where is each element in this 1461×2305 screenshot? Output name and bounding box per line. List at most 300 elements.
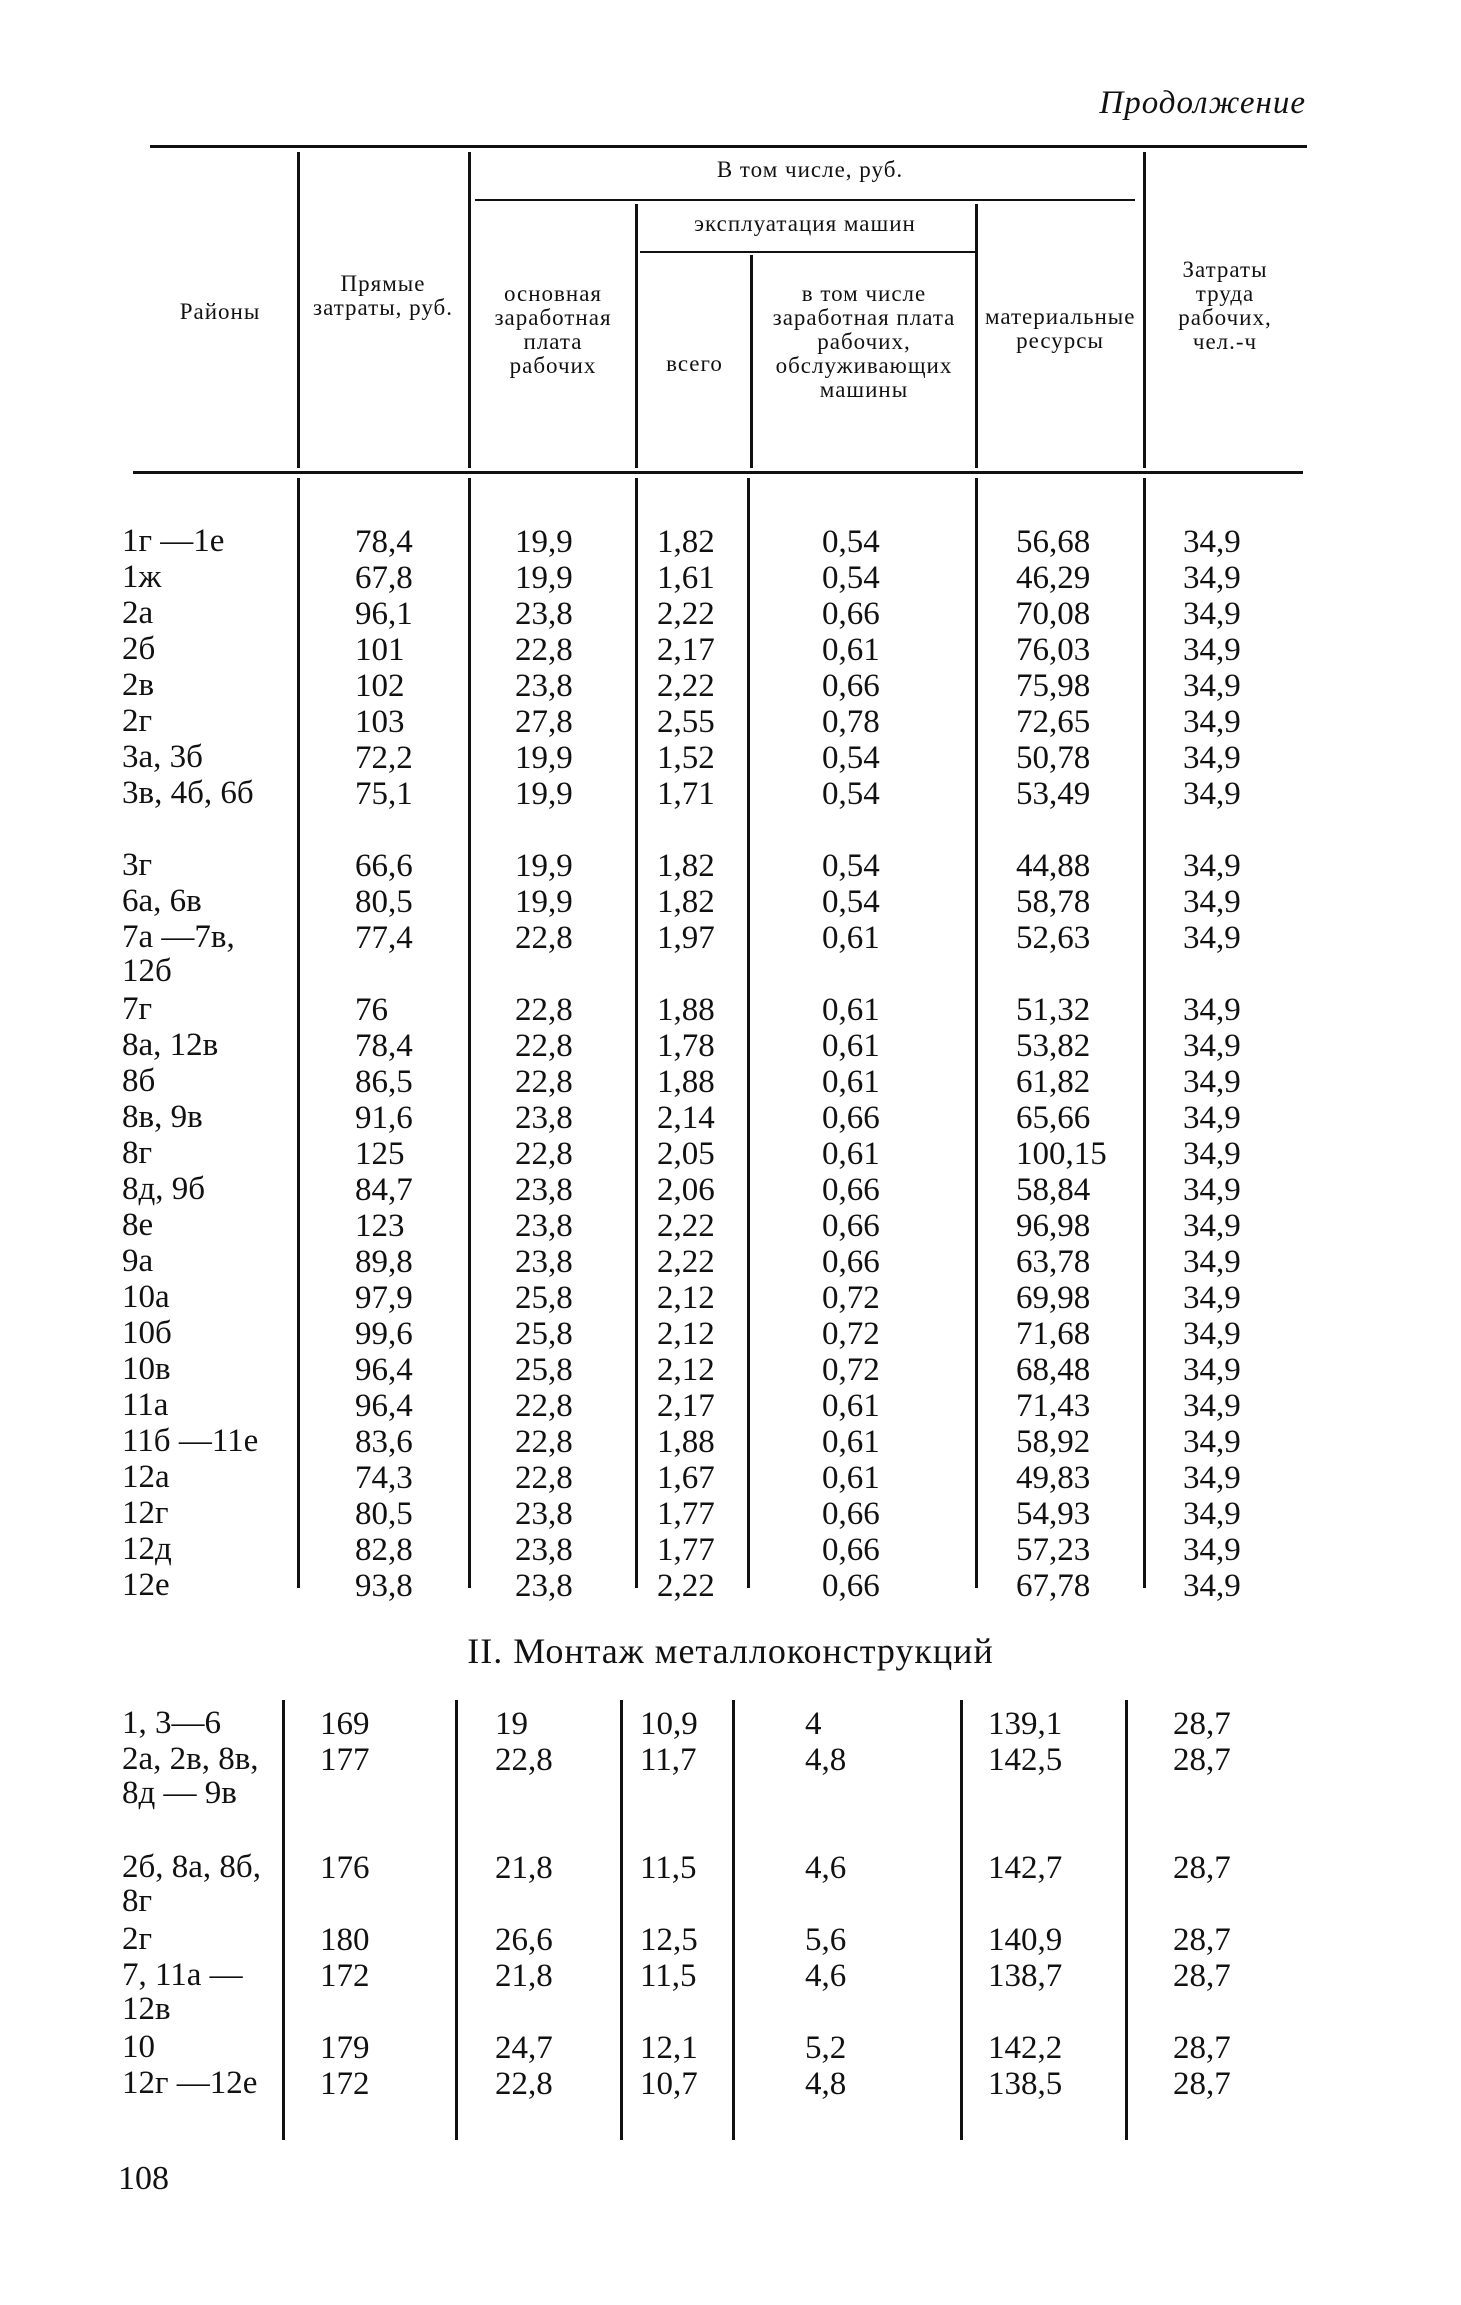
- cell-machine-wages: 0,66: [822, 596, 880, 632]
- cell-base-wages: 19,9: [515, 884, 573, 920]
- cell-machine-total: 1,97: [657, 920, 715, 956]
- cell-labor: 34,9: [1183, 1244, 1241, 1280]
- header-vline-1: [297, 152, 300, 468]
- header-vline-4: [750, 255, 753, 468]
- cell-machine-wages: 4,6: [805, 1850, 847, 1886]
- table-row: [0, 1172, 1461, 1208]
- cell-region: 11а: [122, 1387, 169, 1423]
- cell-materials: 142,2: [988, 2030, 1063, 2066]
- cell-machine-total: 2,17: [657, 632, 715, 668]
- table-row: [0, 920, 1461, 992]
- cell-direct-costs: 125: [355, 1136, 405, 1172]
- header-bottom-rule: [133, 471, 1303, 474]
- cell-labor: 34,9: [1183, 1100, 1241, 1136]
- cell-materials: 51,32: [1016, 992, 1091, 1028]
- cell-base-wages: 22,8: [515, 920, 573, 956]
- cell-base-wages: 26,6: [495, 1922, 553, 1958]
- table-row: [0, 1568, 1461, 1604]
- cell-machine-wages: 0,66: [822, 1208, 880, 1244]
- cell-materials: 138,5: [988, 2066, 1063, 2102]
- table-row: [0, 1532, 1461, 1568]
- cell-region: 3в, 4б, 6б: [122, 775, 254, 811]
- cell-machine-wages: 0,66: [822, 668, 880, 704]
- cell-machine-wages: 4,6: [805, 1958, 847, 1994]
- cell-base-wages: 22,8: [515, 1064, 573, 1100]
- cell-region: 7, 11а — 12в: [122, 1957, 243, 2027]
- cell-labor: 28,7: [1173, 1958, 1231, 1994]
- table-row: [0, 1100, 1461, 1136]
- cell-base-wages: 22,8: [515, 1424, 573, 1460]
- cell-region: 12г —12е: [122, 2065, 258, 2101]
- table-row: [0, 776, 1461, 848]
- cell-machine-total: 1,82: [657, 884, 715, 920]
- cell-direct-costs: 179: [320, 2030, 370, 2066]
- cell-materials: 142,5: [988, 1742, 1063, 1778]
- cell-materials: 58,92: [1016, 1424, 1091, 1460]
- cell-materials: 72,65: [1016, 704, 1091, 740]
- cell-direct-costs: 96,1: [355, 596, 413, 632]
- cell-machine-total: 2,14: [657, 1100, 715, 1136]
- cell-materials: 50,78: [1016, 740, 1091, 776]
- top-rule: [150, 145, 1307, 148]
- cell-machine-total: 12,5: [640, 1922, 698, 1958]
- cell-labor: 34,9: [1183, 1568, 1241, 1604]
- continuation-label: Продолжение: [1099, 85, 1306, 121]
- cell-machine-total: 2,22: [657, 596, 715, 632]
- cell-region: 8а, 12в: [122, 1027, 219, 1063]
- cell-direct-costs: 180: [320, 1922, 370, 1958]
- cell-base-wages: 22,8: [515, 992, 573, 1028]
- cell-labor: 34,9: [1183, 920, 1241, 956]
- cell-direct-costs: 75,1: [355, 776, 413, 812]
- cell-base-wages: 21,8: [495, 1850, 553, 1886]
- table-row: [0, 2030, 1461, 2066]
- cell-machine-total: 2,22: [657, 1568, 715, 1604]
- cell-region: 8е: [122, 1207, 154, 1243]
- table-row: [0, 1850, 1461, 1922]
- cell-materials: 71,68: [1016, 1316, 1091, 1352]
- table-row: [0, 704, 1461, 740]
- cell-materials: 96,98: [1016, 1208, 1091, 1244]
- cell-machine-total: 2,12: [657, 1280, 715, 1316]
- cell-labor: 28,7: [1173, 2066, 1231, 2102]
- cell-direct-costs: 101: [355, 632, 405, 668]
- cell-machine-wages: 0,54: [822, 884, 880, 920]
- cell-labor: 34,9: [1183, 596, 1241, 632]
- cell-labor: 28,7: [1173, 1922, 1231, 1958]
- cell-base-wages: 19,9: [515, 524, 573, 560]
- cell-machine-wages: 0,66: [822, 1244, 880, 1280]
- cell-base-wages: 22,8: [515, 1028, 573, 1064]
- cell-base-wages: 23,8: [515, 668, 573, 704]
- cell-machine-total: 11,5: [640, 1958, 697, 1994]
- header-vline-5: [975, 204, 978, 468]
- cell-base-wages: 22,8: [515, 1460, 573, 1496]
- cell-machine-wages: 0,66: [822, 1100, 880, 1136]
- cell-labor: 34,9: [1183, 776, 1241, 812]
- cell-base-wages: 22,8: [495, 1742, 553, 1778]
- header-vline-2: [468, 152, 471, 468]
- cell-materials: 67,78: [1016, 1568, 1091, 1604]
- cell-machine-wages: 0,61: [822, 1028, 880, 1064]
- cell-region: 10б: [122, 1315, 172, 1351]
- cell-direct-costs: 93,8: [355, 1568, 413, 1604]
- table-row: [0, 1742, 1461, 1850]
- cell-materials: 44,88: [1016, 848, 1091, 884]
- cell-direct-costs: 80,5: [355, 1496, 413, 1532]
- cell-base-wages: 23,8: [515, 596, 573, 632]
- cell-base-wages: 23,8: [515, 1532, 573, 1568]
- cell-materials: 54,93: [1016, 1496, 1091, 1532]
- cell-machine-wages: 0,72: [822, 1316, 880, 1352]
- cell-direct-costs: 91,6: [355, 1100, 413, 1136]
- header-base-wages: основная заработная плата рабочих: [494, 281, 612, 378]
- cell-machine-wages: 0,61: [822, 1424, 880, 1460]
- cell-machine-wages: 4,8: [805, 1742, 847, 1778]
- cell-base-wages: 23,8: [515, 1172, 573, 1208]
- cell-labor: 34,9: [1183, 632, 1241, 668]
- cell-machine-total: 1,77: [657, 1532, 715, 1568]
- cell-labor: 34,9: [1183, 1064, 1241, 1100]
- cell-materials: 138,7: [988, 1958, 1063, 1994]
- table-row: [0, 1424, 1461, 1460]
- cell-direct-costs: 172: [320, 1958, 370, 1994]
- table-row: [0, 1496, 1461, 1532]
- header-labor: Затраты труда рабочих, чел.-ч: [1178, 257, 1272, 354]
- cell-region: 2г: [122, 703, 153, 739]
- header-vline-6: [1143, 152, 1146, 468]
- cell-machine-wages: 0,54: [822, 740, 880, 776]
- cell-direct-costs: 76: [355, 992, 388, 1028]
- table-row: [0, 884, 1461, 920]
- cell-direct-costs: 66,6: [355, 848, 413, 884]
- cell-materials: 49,83: [1016, 1460, 1091, 1496]
- cell-materials: 46,29: [1016, 560, 1091, 596]
- cell-machine-total: 2,12: [657, 1316, 715, 1352]
- cell-materials: 53,82: [1016, 1028, 1091, 1064]
- table-row: [0, 524, 1461, 560]
- cell-region: 2а, 2в, 8в, 8д — 9в: [122, 1741, 259, 1811]
- header-vline-3: [635, 204, 638, 468]
- table-row: [0, 1208, 1461, 1244]
- cell-labor: 34,9: [1183, 1424, 1241, 1460]
- cell-region: 9а: [122, 1243, 154, 1279]
- cell-materials: 61,82: [1016, 1064, 1091, 1100]
- cell-region: 1ж: [122, 559, 162, 595]
- cell-materials: 53,49: [1016, 776, 1091, 812]
- cell-machine-wages: 0,54: [822, 560, 880, 596]
- cell-machine-wages: 5,2: [805, 2030, 847, 2066]
- cell-labor: 34,9: [1183, 524, 1241, 560]
- cell-labor: 34,9: [1183, 1136, 1241, 1172]
- cell-materials: 68,48: [1016, 1352, 1091, 1388]
- cell-machine-wages: 0,61: [822, 992, 880, 1028]
- cell-labor: 34,9: [1183, 1352, 1241, 1388]
- cell-base-wages: 21,8: [495, 1958, 553, 1994]
- cell-materials: 142,7: [988, 1850, 1063, 1886]
- cell-direct-costs: 74,3: [355, 1460, 413, 1496]
- cell-region: 10а: [122, 1279, 170, 1315]
- cell-machine-total: 1,52: [657, 740, 715, 776]
- cell-region: 12г: [122, 1495, 169, 1531]
- cell-labor: 34,9: [1183, 884, 1241, 920]
- cell-base-wages: 19: [495, 1706, 528, 1742]
- cell-machine-wages: 0,66: [822, 1568, 880, 1604]
- cell-region: 1г —1е: [122, 523, 225, 559]
- cell-base-wages: 23,8: [515, 1496, 573, 1532]
- cell-direct-costs: 177: [320, 1742, 370, 1778]
- cell-labor: 34,9: [1183, 1208, 1241, 1244]
- cell-labor: 34,9: [1183, 1316, 1241, 1352]
- cell-machine-wages: 0,66: [822, 1532, 880, 1568]
- cell-materials: 58,84: [1016, 1172, 1091, 1208]
- table-row: [0, 668, 1461, 704]
- cell-region: 2а: [122, 595, 154, 631]
- cell-labor: 28,7: [1173, 1706, 1231, 1742]
- cell-direct-costs: 99,6: [355, 1316, 413, 1352]
- cell-machine-wages: 4: [805, 1706, 822, 1742]
- cell-materials: 52,63: [1016, 920, 1091, 956]
- cell-machine-total: 2,22: [657, 1244, 715, 1280]
- cell-direct-costs: 86,5: [355, 1064, 413, 1100]
- table-row: [0, 1280, 1461, 1316]
- cell-labor: 34,9: [1183, 1028, 1241, 1064]
- cell-region: 12е: [122, 1567, 170, 1603]
- cell-labor: 34,9: [1183, 668, 1241, 704]
- cell-region: 8в, 9в: [122, 1099, 203, 1135]
- table-row: [0, 740, 1461, 776]
- cell-machine-total: 2,55: [657, 704, 715, 740]
- cell-direct-costs: 89,8: [355, 1244, 413, 1280]
- cell-labor: 34,9: [1183, 1460, 1241, 1496]
- cell-direct-costs: 97,9: [355, 1280, 413, 1316]
- cell-direct-costs: 80,5: [355, 884, 413, 920]
- cell-region: 12а: [122, 1459, 170, 1495]
- cell-machine-wages: 0,54: [822, 848, 880, 884]
- cell-region: 7а —7в, 12б: [122, 919, 235, 989]
- section-title: II. Монтаж металлоконструкций: [467, 1631, 994, 1671]
- table-row: [0, 2066, 1461, 2102]
- cell-machine-total: 1,82: [657, 848, 715, 884]
- table-row: [0, 1316, 1461, 1352]
- table-row: [0, 560, 1461, 596]
- cell-machine-total: 11,7: [640, 1742, 697, 1778]
- cell-region: 10в: [122, 1351, 171, 1387]
- table-row: [0, 1244, 1461, 1280]
- cell-materials: 139,1: [988, 1706, 1063, 1742]
- header-region: Районы: [179, 299, 261, 324]
- cell-machine-total: 2,22: [657, 1208, 715, 1244]
- cell-machine-total: 1,88: [657, 992, 715, 1028]
- cell-labor: 34,9: [1183, 1532, 1241, 1568]
- cell-region: 2г: [122, 1921, 153, 1957]
- cell-base-wages: 23,8: [515, 1244, 573, 1280]
- cell-machine-total: 1,77: [657, 1496, 715, 1532]
- cell-machine-total: 2,22: [657, 668, 715, 704]
- cell-machine-total: 12,1: [640, 2030, 698, 2066]
- cell-machine-total: 2,05: [657, 1136, 715, 1172]
- cell-machine-wages: 0,66: [822, 1172, 880, 1208]
- cell-base-wages: 22,8: [495, 2066, 553, 2102]
- cell-region: 6а, 6в: [122, 883, 202, 919]
- table-row: [0, 1028, 1461, 1064]
- cell-machine-total: 1,82: [657, 524, 715, 560]
- cell-labor: 34,9: [1183, 704, 1241, 740]
- cell-base-wages: 19,9: [515, 560, 573, 596]
- including-rule: [475, 199, 1135, 201]
- cell-machine-wages: 0,72: [822, 1352, 880, 1388]
- cell-direct-costs: 102: [355, 668, 405, 704]
- cell-materials: 100,15: [1016, 1136, 1107, 1172]
- table-row: [0, 1958, 1461, 2030]
- table-row: [0, 1352, 1461, 1388]
- cell-machine-wages: 0,61: [822, 632, 880, 668]
- cell-materials: 71,43: [1016, 1388, 1091, 1424]
- cell-base-wages: 19,9: [515, 776, 573, 812]
- cell-direct-costs: 78,4: [355, 524, 413, 560]
- table-row: [0, 1136, 1461, 1172]
- cell-machine-total: 1,88: [657, 1424, 715, 1460]
- cell-region: 8г: [122, 1135, 153, 1171]
- table-row: [0, 1922, 1461, 1958]
- cell-region: 10: [122, 2029, 155, 2065]
- cell-direct-costs: 169: [320, 1706, 370, 1742]
- cell-base-wages: 22,8: [515, 632, 573, 668]
- cell-region: 2в: [122, 667, 155, 703]
- cell-materials: 70,08: [1016, 596, 1091, 632]
- table-steel-structures: [0, 1706, 1461, 2102]
- cell-machine-wages: 5,6: [805, 1922, 847, 1958]
- cell-labor: 34,9: [1183, 848, 1241, 884]
- cell-base-wages: 25,8: [515, 1280, 573, 1316]
- table-row: [0, 1064, 1461, 1100]
- cell-region: 8д, 9б: [122, 1171, 206, 1207]
- cell-base-wages: 23,8: [515, 1100, 573, 1136]
- cell-base-wages: 23,8: [515, 1208, 573, 1244]
- cell-base-wages: 22,8: [515, 1136, 573, 1172]
- header-including: В том числе, руб.: [716, 157, 904, 182]
- cell-machine-total: 1,88: [657, 1064, 715, 1100]
- cell-machine-total: 2,06: [657, 1172, 715, 1208]
- page-number: 108: [118, 2160, 169, 2197]
- cell-base-wages: 24,7: [495, 2030, 553, 2066]
- cell-machine-total: 2,12: [657, 1352, 715, 1388]
- cell-machine-total: 1,67: [657, 1460, 715, 1496]
- cell-machine-wages: 0,78: [822, 704, 880, 740]
- header-total: всего: [666, 351, 723, 376]
- cell-machine-total: 1,78: [657, 1028, 715, 1064]
- cell-machine-total: 10,9: [640, 1706, 698, 1742]
- table-row: [0, 992, 1461, 1028]
- cell-materials: 69,98: [1016, 1280, 1091, 1316]
- cell-machine-wages: 0,72: [822, 1280, 880, 1316]
- cell-region: 8б: [122, 1063, 156, 1099]
- cell-direct-costs: 77,4: [355, 920, 413, 956]
- cell-materials: 76,03: [1016, 632, 1091, 668]
- cell-materials: 58,78: [1016, 884, 1091, 920]
- table-installation-1: [0, 524, 1461, 1604]
- header-incl-wages: в том числе заработная плата рабочих, обслуживающих машины: [772, 281, 956, 402]
- cell-machine-total: 10,7: [640, 2066, 698, 2102]
- cell-direct-costs: 72,2: [355, 740, 413, 776]
- cell-labor: 34,9: [1183, 740, 1241, 776]
- table-row: [0, 632, 1461, 668]
- table-row: [0, 596, 1461, 632]
- table-row: [0, 1388, 1461, 1424]
- cell-direct-costs: 83,6: [355, 1424, 413, 1460]
- cell-materials: 140,9: [988, 1922, 1063, 1958]
- cell-machine-wages: 0,66: [822, 1496, 880, 1532]
- header-materials: материальные ресурсы: [985, 304, 1136, 353]
- cell-direct-costs: 67,8: [355, 560, 413, 596]
- cell-machine-total: 1,71: [657, 776, 715, 812]
- cell-machine-wages: 0,61: [822, 1388, 880, 1424]
- cell-direct-costs: 176: [320, 1850, 370, 1886]
- header-machine-operation: эксплуатация машин: [694, 211, 916, 236]
- cell-materials: 63,78: [1016, 1244, 1091, 1280]
- machines-rule: [640, 251, 975, 253]
- cell-direct-costs: 96,4: [355, 1388, 413, 1424]
- cell-base-wages: 19,9: [515, 848, 573, 884]
- cell-base-wages: 25,8: [515, 1316, 573, 1352]
- cell-labor: 34,9: [1183, 992, 1241, 1028]
- cell-region: 2б, 8а, 8б, 8г: [122, 1849, 261, 1919]
- table-row: [0, 1460, 1461, 1496]
- cell-materials: 65,66: [1016, 1100, 1091, 1136]
- cell-region: 1, 3—6: [122, 1705, 221, 1741]
- cell-machine-wages: 0,54: [822, 524, 880, 560]
- cell-machine-wages: 0,61: [822, 1136, 880, 1172]
- cell-region: 12д: [122, 1531, 172, 1567]
- cell-materials: 57,23: [1016, 1532, 1091, 1568]
- cell-direct-costs: 96,4: [355, 1352, 413, 1388]
- cell-base-wages: 25,8: [515, 1352, 573, 1388]
- table-row: [0, 1706, 1461, 1742]
- cell-labor: 28,7: [1173, 2030, 1231, 2066]
- cell-region: 7г: [122, 991, 153, 1027]
- cell-machine-wages: 0,61: [822, 920, 880, 956]
- header-direct-costs: Прямые затраты, руб.: [313, 271, 453, 320]
- cell-machine-wages: 0,54: [822, 776, 880, 812]
- cell-direct-costs: 82,8: [355, 1532, 413, 1568]
- cell-region: 3г: [122, 847, 153, 883]
- cell-base-wages: 19,9: [515, 740, 573, 776]
- cell-machine-total: 11,5: [640, 1850, 697, 1886]
- cell-labor: 34,9: [1183, 1388, 1241, 1424]
- cell-direct-costs: 78,4: [355, 1028, 413, 1064]
- cell-labor: 28,7: [1173, 1850, 1231, 1886]
- cell-direct-costs: 84,7: [355, 1172, 413, 1208]
- cell-base-wages: 27,8: [515, 704, 573, 740]
- cell-labor: 34,9: [1183, 1280, 1241, 1316]
- cell-base-wages: 23,8: [515, 1568, 573, 1604]
- cell-materials: 75,98: [1016, 668, 1091, 704]
- cell-region: 3а, 3б: [122, 739, 203, 775]
- cell-labor: 34,9: [1183, 1172, 1241, 1208]
- cell-base-wages: 22,8: [515, 1388, 573, 1424]
- cell-direct-costs: 172: [320, 2066, 370, 2102]
- cell-machine-total: 2,17: [657, 1388, 715, 1424]
- table-row: [0, 848, 1461, 884]
- cell-labor: 34,9: [1183, 1496, 1241, 1532]
- cell-direct-costs: 103: [355, 704, 405, 740]
- cell-machine-wages: 0,61: [822, 1460, 880, 1496]
- cell-materials: 56,68: [1016, 524, 1091, 560]
- cell-machine-total: 1,61: [657, 560, 715, 596]
- cell-direct-costs: 123: [355, 1208, 405, 1244]
- cell-machine-wages: 4,8: [805, 2066, 847, 2102]
- cell-region: 11б —11е: [122, 1423, 259, 1459]
